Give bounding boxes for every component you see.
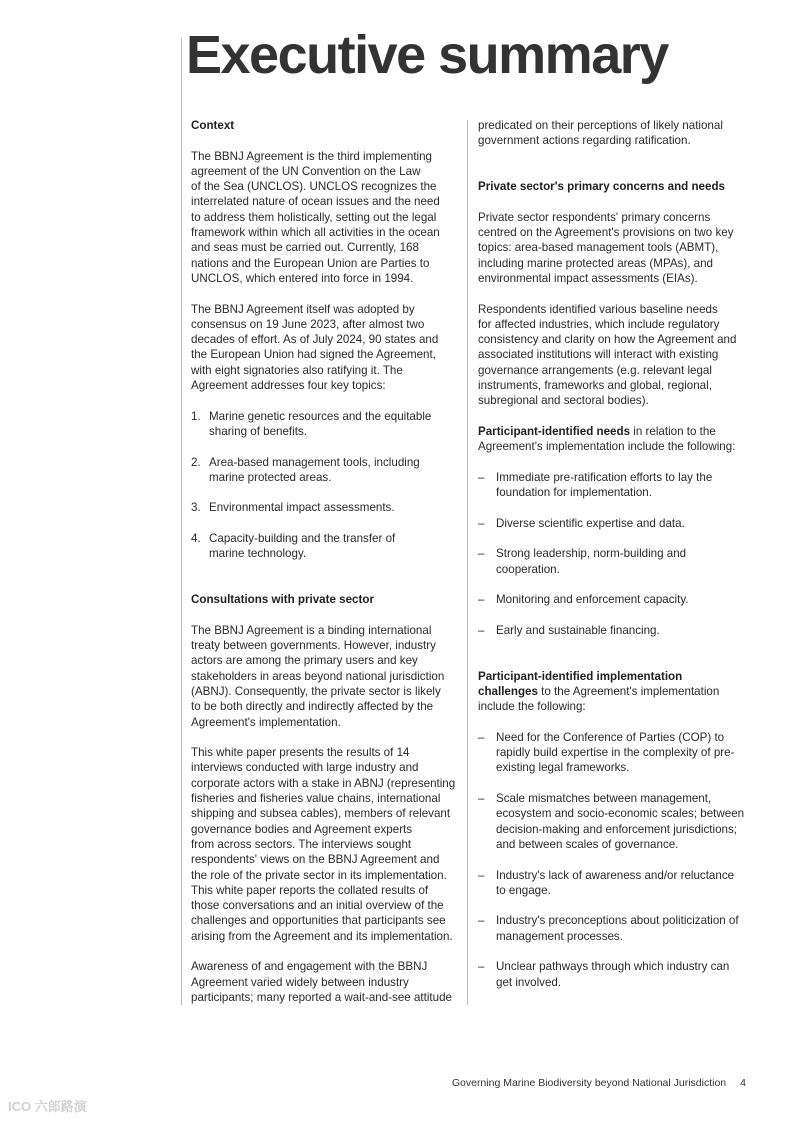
text-line: Need for the Conference of Parties (COP) to: [496, 730, 725, 744]
text-line: Unclear pathways through which industry can: [496, 960, 730, 974]
list-item-text: [478, 470, 746, 501]
text-line: to engage.: [496, 883, 551, 897]
text-line: challenges and opportunities that participants see: [191, 914, 446, 928]
text-line: The BBNJ Agreement is the third implementing: [191, 149, 433, 163]
text-line: Awareness of and engagement with the BBNJ: [191, 960, 428, 974]
list-item-text: [191, 500, 463, 515]
list-dash: –: [478, 730, 485, 744]
text-line: governance bodies and Agreement experts: [191, 822, 413, 836]
text-line: government actions regarding ratification.: [478, 134, 691, 148]
list-dash: –: [478, 547, 485, 561]
watermark: ICO 六郎路演: [8, 1099, 87, 1114]
text-line: from across sectors. The interviews sought: [191, 837, 412, 851]
text-line: framework within which all activities in the ocean: [191, 226, 440, 240]
text-line: topics: area-based management tools (ABMT),: [478, 241, 719, 255]
list-number: 1.: [191, 409, 201, 423]
list-item-text: [478, 623, 746, 638]
text-line: Capacity-building and the transfer of: [209, 532, 396, 546]
text-line: Agreement varied widely between industry: [191, 975, 409, 989]
text-line: Industry's preconceptions about politicization of: [496, 914, 739, 928]
text-line: governance arrangements (e.g. relevant legal: [478, 363, 712, 377]
text-line: Early and sustainable financing.: [496, 623, 660, 637]
list-item: [478, 913, 746, 944]
text-line: Agreement's implementation.: [191, 715, 341, 729]
text-line: of the Sea (UNCLOS). UNCLOS recognizes the: [191, 180, 437, 194]
text-line: get involved.: [496, 975, 562, 989]
text-line: centred on the Agreement's provisions on two key: [478, 226, 734, 240]
text-line: the European Union had signed the Agreement,: [191, 348, 436, 362]
text-line: Respondents identified various baseline needs: [478, 302, 718, 316]
list-dash: –: [478, 914, 485, 928]
consultations-heading: Consultations with private sector: [191, 593, 374, 607]
page-title: Executive summary: [186, 25, 668, 85]
needs-intro-line-2: Agreement's implementation include the following:: [478, 440, 736, 454]
footer-title: Governing Marine Biodiversity beyond National Jurisdiction: [451, 1077, 727, 1089]
consultations-paragraph-3: [191, 959, 463, 1005]
text-line: sharing of benefits.: [209, 424, 307, 438]
text-line: stakeholders in areas beyond national jurisdiction: [191, 669, 445, 683]
text-line: respondents' views on the BBNJ Agreement and: [191, 853, 440, 867]
challenges-intro: [478, 669, 746, 715]
private-sector-heading: Private sector's primary concerns and needs: [478, 180, 725, 194]
text-line: The BBNJ Agreement itself was adopted by: [191, 302, 415, 316]
context-heading: Context: [191, 119, 235, 132]
text-line: those conversations and an initial overview of the: [191, 899, 444, 913]
text-line: foundation for implementation.: [496, 486, 652, 500]
challenges-intro-bold-2: challenges: [478, 684, 538, 698]
list-item-text: [191, 409, 463, 440]
text-line: interrelated nature of ocean issues and the need: [191, 195, 440, 209]
text-line: Immediate pre-ratification efforts to lay the: [496, 470, 713, 484]
list-item-text: [478, 791, 746, 852]
text-line: agreement of the UN Convention on the Law: [191, 164, 421, 178]
list-dash: –: [478, 792, 485, 806]
list-item-text: [478, 592, 746, 607]
private-sector-paragraph-1: [478, 210, 746, 286]
text-line: (ABNJ). Consequently, the private sector is likely: [191, 684, 441, 698]
list-dash: –: [478, 960, 485, 974]
challenges-intro-line-3: include the following:: [478, 700, 586, 714]
list-dash: –: [478, 868, 485, 882]
column-rule: [467, 120, 468, 1005]
right-column: [478, 118, 746, 1005]
text-line: Diverse scientific expertise and data.: [496, 516, 685, 530]
list-dash: –: [478, 470, 485, 484]
list-item-text: [191, 531, 463, 562]
list-item: [478, 730, 746, 776]
page-number: 4: [740, 1077, 746, 1089]
text-line: to be both directly and indirectly affected by the: [191, 700, 434, 714]
list-item: [191, 455, 463, 486]
list-item: [478, 546, 746, 577]
text-line: actors are among the primary users and key: [191, 654, 418, 668]
text-line: associated institutions will interact with existing: [478, 348, 719, 362]
text-line: and between scales of governance.: [496, 837, 679, 851]
topics-list: [191, 409, 463, 562]
text-line: treaty between governments. However, industry: [191, 639, 436, 653]
text-line: consensus on 19 June 2023, after almost two: [191, 317, 425, 331]
left-column: [191, 118, 463, 1021]
text-line: cooperation.: [496, 562, 560, 576]
list-item-text: [478, 546, 746, 577]
needs-list: [478, 470, 746, 638]
list-item: [478, 470, 746, 501]
text-line: to address them holistically, setting out the legal: [191, 210, 437, 224]
context-paragraph-2: [191, 302, 463, 394]
challenges-intro-bold-1: Participant-identified implementation: [478, 669, 683, 683]
text-line: management processes.: [496, 929, 623, 943]
text-line: nations and the European Union are Parties to: [191, 256, 430, 270]
consultations-paragraph-2: [191, 745, 463, 944]
list-number: 3.: [191, 501, 201, 515]
private-sector-paragraph-2: [478, 302, 746, 409]
text-line: rapidly build expertise in the complexity of pre-: [496, 746, 735, 760]
list-dash: –: [478, 516, 485, 530]
text-line: Area-based management tools, including: [209, 455, 420, 469]
text-line: participants; many reported a wait-and-see attitude: [191, 990, 453, 1004]
needs-intro: [478, 424, 746, 455]
list-item: [478, 868, 746, 899]
text-line: and seas must be carried out. Currently, 168: [191, 241, 419, 255]
text-line: decades of effort. As of July 2024, 90 states and: [191, 333, 439, 347]
list-item: [191, 531, 463, 562]
text-line: marine technology.: [209, 547, 307, 561]
text-line: corporate actors with a stake in ABNJ (representing: [191, 776, 456, 790]
text-line: ecosystem and socio-economic scales; between: [496, 807, 745, 821]
left-rule: [181, 38, 182, 1005]
list-item: [191, 409, 463, 440]
context-paragraph-1: [191, 149, 463, 287]
text-line: for affected industries, which include regulatory: [478, 317, 720, 331]
list-item: [478, 592, 746, 607]
text-line: marine protected areas.: [209, 470, 332, 484]
text-line: Scale mismatches between management,: [496, 792, 712, 806]
text-line: decision-making and enforcement jurisdictions;: [496, 822, 738, 836]
needs-intro-bold: Participant-identified needs: [478, 424, 631, 438]
text-line: instruments, frameworks and global, regional,: [478, 379, 712, 393]
list-dash: –: [478, 593, 485, 607]
text-line: predicated on their perceptions of likely national: [478, 119, 723, 132]
list-number: 4.: [191, 532, 201, 546]
text-line: Strong leadership, norm-building and: [496, 547, 687, 561]
text-line: shipping and subsea cables), members of relevant: [191, 807, 451, 821]
text-line: including marine protected areas (MPAs), and: [478, 256, 713, 270]
text-line: Industry's lack of awareness and/or reluctance: [496, 868, 735, 882]
text-line: environmental impact assessments (EIAs).: [478, 271, 698, 285]
text-line: Monitoring and enforcement capacity.: [496, 593, 689, 607]
text-line: fisheries and fisheries value chains, international: [191, 792, 441, 806]
list-item-text: [478, 868, 746, 899]
list-item-text: [478, 516, 746, 531]
text-line: existing legal frameworks.: [496, 761, 630, 775]
list-item: [478, 791, 746, 852]
text-line: UNCLOS, which entered into force in 1994.: [191, 271, 414, 285]
text-line: subregional and sectoral bodies).: [478, 394, 649, 408]
list-item: [478, 959, 746, 990]
list-item-text: [191, 455, 463, 486]
list-item: [478, 516, 746, 531]
text-line: The BBNJ Agreement is a binding international: [191, 623, 432, 637]
text-line: with eight signatories also ratifying it. The: [191, 363, 403, 377]
text-line: Private sector respondents' primary concerns: [478, 210, 711, 224]
text-line: Marine genetic resources and the equitable: [209, 409, 432, 423]
list-item: [478, 623, 746, 638]
list-item-text: [478, 730, 746, 776]
page-footer: [452, 1077, 746, 1089]
needs-intro-rest: in relation to the: [630, 424, 716, 438]
text-line: consistency and clarity on how the Agreement and: [478, 333, 737, 347]
list-item-text: [478, 913, 746, 944]
text-line: the role of the private sector in its implementation.: [191, 868, 447, 882]
text-line: This white paper reports the collated results of: [191, 883, 429, 897]
continued-paragraph: [478, 118, 746, 149]
list-dash: –: [478, 623, 485, 637]
list-item: [191, 500, 463, 515]
list-number: 2.: [191, 455, 201, 469]
text-line: arising from the Agreement and its implementation.: [191, 929, 453, 943]
text-line: Agreement addresses four key topics:: [191, 379, 386, 393]
consultations-paragraph-1: [191, 623, 463, 730]
challenges-list: [478, 730, 746, 990]
list-item-text: [478, 959, 746, 990]
challenges-intro-rest: to the Agreement's implementation: [537, 684, 720, 698]
text-line: This white paper presents the results of 14: [191, 746, 410, 760]
text-line: Environmental impact assessments.: [209, 501, 395, 515]
text-line: interviews conducted with large industry and: [191, 761, 419, 775]
